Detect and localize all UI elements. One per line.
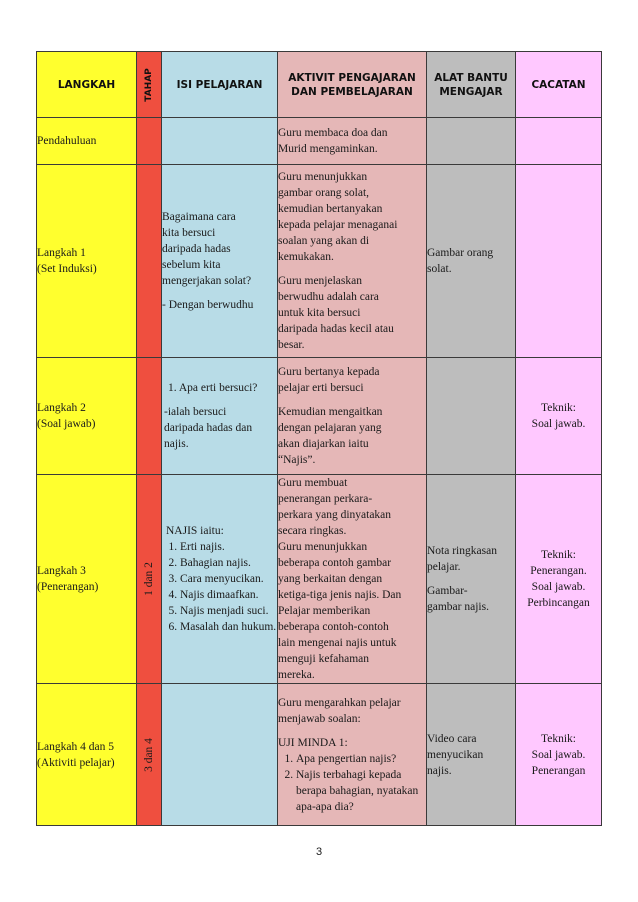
alat-cell: Video cara menyucikan najis. [427, 684, 516, 826]
aktiviti-cell: Guru membaca doa dan Murid mengaminkan. [278, 118, 427, 165]
header-langkah: LANGKAH [37, 52, 137, 118]
list-item: 2. Najis terbahagi kepada berapa bahagian, nyatakan apa-apa dia? [296, 767, 426, 815]
langkah-cell: Langkah 3 (Penerangan) [37, 475, 137, 684]
header-tahap: TAHAP [137, 52, 162, 118]
langkah-cell: Langkah 4 dan 5 (Aktiviti pelajar) [37, 684, 137, 826]
table-row [37, 684, 602, 826]
header-isi-pelajaran: ISI PELAJARAN [162, 52, 278, 118]
alat-cell [427, 358, 516, 475]
catatan-cell: Teknik: Soal jawab. [516, 358, 602, 475]
catatan-cell: Teknik: Soal jawab. Penerangan [516, 684, 602, 826]
lesson-plan-table [36, 51, 602, 826]
list-item: 4. Najis dimaafkan. [180, 587, 277, 603]
tahap-cell [137, 118, 162, 165]
isi-cell: Bagaimana cara kita bersuci daripada hadas sebelum kita mengerjakan solat? - Dengan berwudhu [162, 165, 278, 358]
catatan-cell [516, 118, 602, 165]
alat-cell: Gambar orang solat. [427, 165, 516, 358]
catatan-cell [516, 165, 602, 358]
isi-cell: NAJIS iaitu: 1. Erti najis. 2. Bahagian najis. 3. Cara menyucikan. 4. Najis dimaafkan. 5. Najis menjadi suci. 6. Masalah dan hukum. [162, 475, 278, 684]
tahap-cell [137, 165, 162, 358]
table-row [37, 118, 602, 165]
langkah-cell: Pendahuluan [37, 118, 137, 165]
list-item: 1. Erti najis. [180, 539, 277, 555]
catatan-cell: Teknik: Penerangan. Soal jawab. Perbincangan [516, 475, 602, 684]
header-catatan: CACATAN [516, 52, 602, 118]
page-number: 3 [315, 846, 323, 858]
table-row [37, 165, 602, 358]
list-item: 1. Apa pengertian najis? [296, 751, 426, 767]
table-row [37, 475, 602, 684]
header-row [37, 52, 602, 118]
alat-cell: Nota ringkasan pelajar. Gambar- gambar najis. [427, 475, 516, 684]
list-item: 3. Cara menyucikan. [180, 571, 277, 587]
isi-cell: 1. Apa erti bersuci? -ialah bersuci daripada hadas dan najis. [162, 358, 278, 475]
list-item: 5. Najis menjadi suci. [180, 603, 277, 619]
najis-topic-list [162, 539, 277, 635]
isi-cell [162, 118, 278, 165]
aktiviti-cell: Guru bertanya kepada pelajar erti bersuci Kemudian mengaitkan dengan pelajaran yang akan diajarkan iaitu “Najis”. [278, 358, 427, 475]
aktiviti-cell: Guru menunjukkan gambar orang solat, kemudian bertanyakan kepada pelajar menaganai soalan yang akan di kemukakan. Guru menjelaskan berwudhu adalah cara untuk kita bersuci daripada hadas kecil atau besar. [278, 165, 427, 358]
list-item: 6. Masalah dan hukum. [180, 619, 277, 635]
langkah-cell: Langkah 2 (Soal jawab) [37, 358, 137, 475]
header-alat-bantu: ALAT BANTU MENGAJAR [427, 52, 516, 118]
aktiviti-cell: Guru mengarahkan pelajar menjawab soalan: UJI MINDA 1: 1. Apa pengertian najis? 2. Najis terbahagi kepada berapa bahagian, nyatakan apa-apa dia? [278, 684, 427, 826]
isi-cell [162, 684, 278, 826]
tahap-cell: 3 dan 4 [137, 684, 162, 826]
uji-minda-list [278, 751, 426, 815]
header-aktiviti: AKTIVIT PENGAJARAN DAN PEMBELAJARAN [278, 52, 427, 118]
list-item: 2. Bahagian najis. [180, 555, 277, 571]
table-row [37, 358, 602, 475]
tahap-cell: 1 dan 2 [137, 475, 162, 684]
alat-cell [427, 118, 516, 165]
tahap-cell [137, 358, 162, 475]
langkah-cell: Langkah 1 (Set Induksi) [37, 165, 137, 358]
aktiviti-cell: Guru membuat penerangan perkara- perkara yang dinyatakan secara ringkas. Guru menunjukkan beberapa contoh gambar yang berkaitan dengan ketiga-tiga jenis najis. Dan Pelajar memberikan beberapa contoh-contoh lain mengenai najis untuk menguji kefahaman mereka. [278, 475, 427, 684]
